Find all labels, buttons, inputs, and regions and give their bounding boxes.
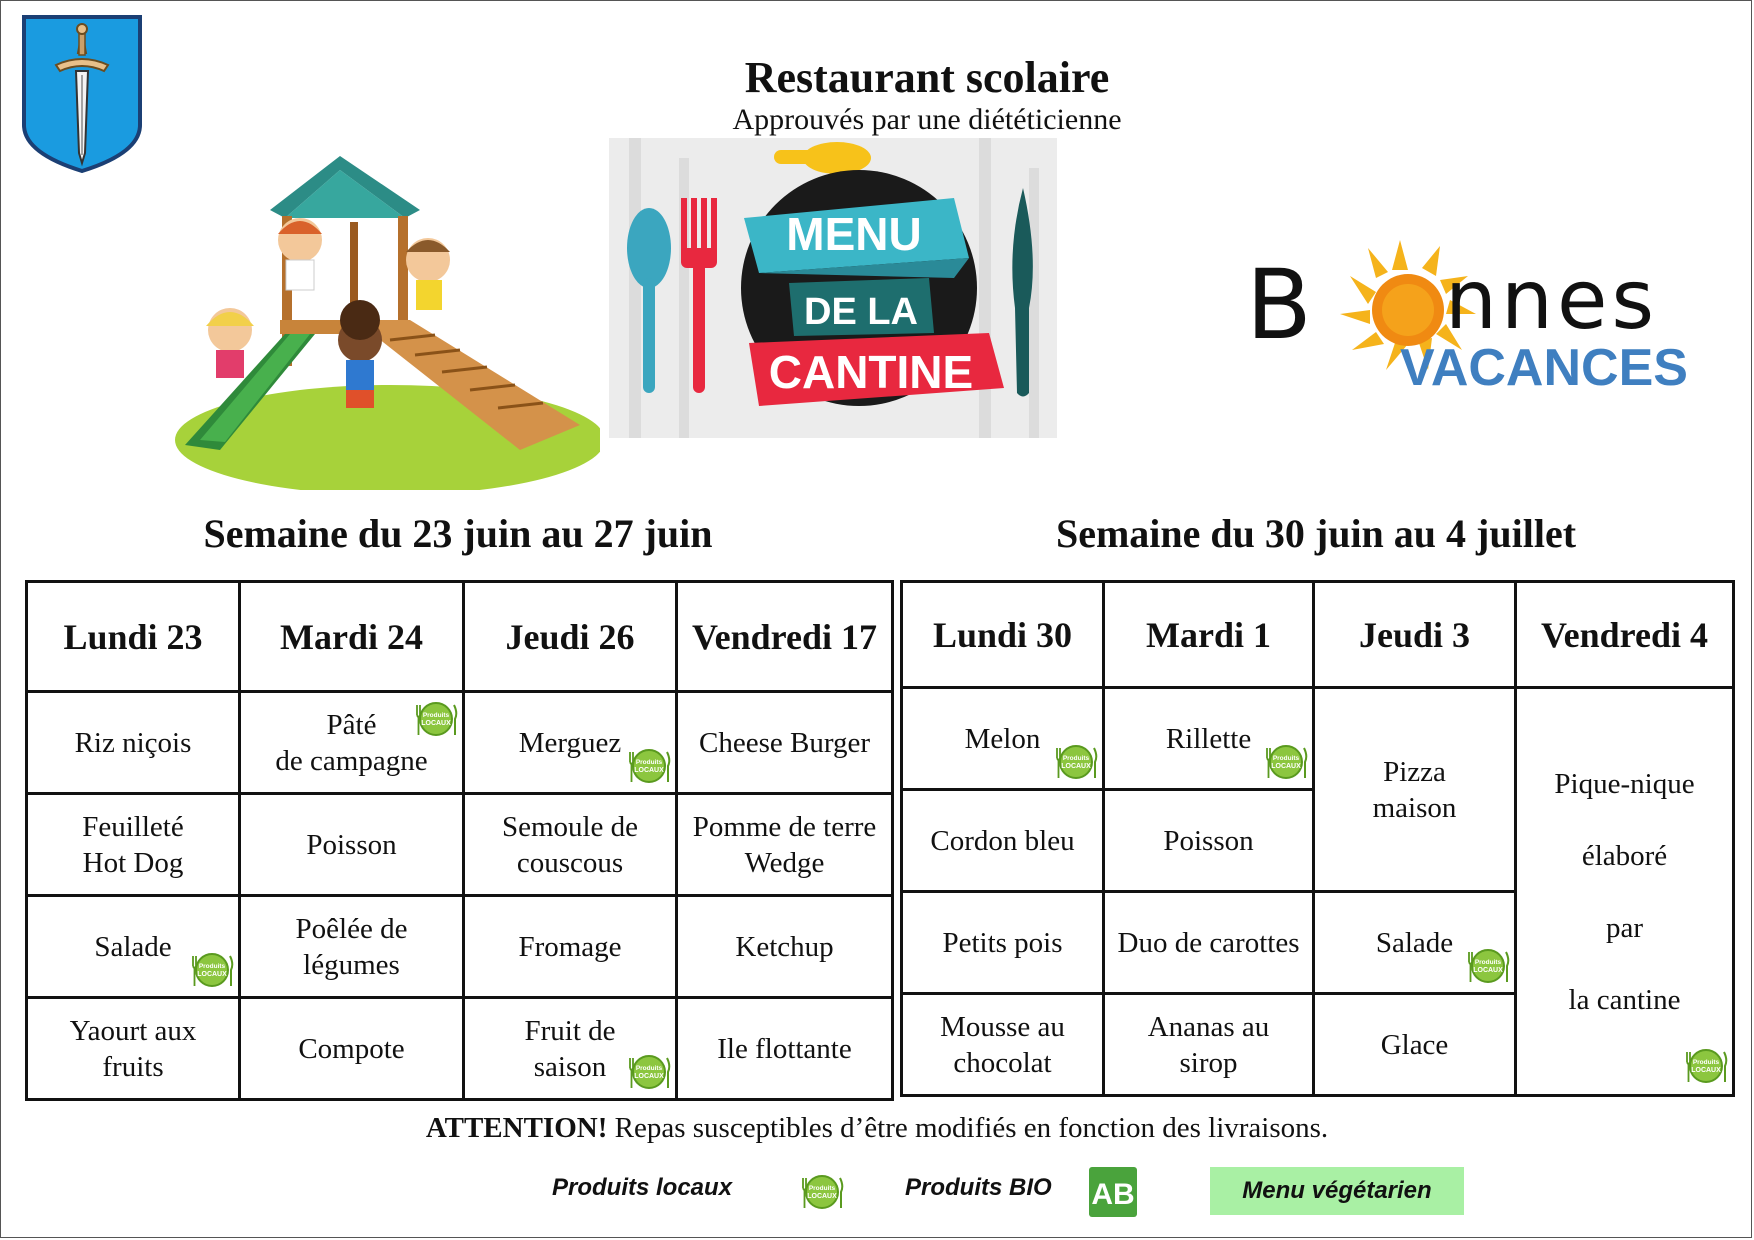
attention-text: Repas susceptibles d’être modifiés en fonction des livraisons.	[607, 1112, 1329, 1144]
badge-label: LOCAUX	[634, 767, 664, 774]
badge-knife	[667, 752, 669, 782]
menu-item	[902, 688, 1104, 790]
badge-plate	[633, 750, 665, 782]
badge-label: LOCAUX	[634, 1073, 664, 1080]
legend-bio-label: Produits BIO	[905, 1174, 1052, 1201]
badge-knife	[1094, 748, 1096, 778]
badge-plate	[633, 1056, 665, 1088]
week2-day-2: Mardi 1	[1104, 582, 1314, 688]
attention-label: ATTENTION!	[425, 1112, 608, 1144]
badge-label: LOCAUX	[1473, 967, 1503, 974]
cantine-logo-line2: DE LA	[804, 291, 918, 333]
badge-label: Produits	[635, 759, 663, 766]
menu-item: Semoule de couscous	[464, 794, 677, 896]
local-products-badge-graphic	[800, 1170, 844, 1214]
menu-item: Fromage	[464, 896, 677, 998]
menu-item: Ile flottante	[677, 998, 893, 1100]
menu-item: Ketchup	[677, 896, 893, 998]
page-subtitle: Approuvés par une diététicienne	[732, 103, 1122, 136]
local-products-badge-graphic	[190, 948, 234, 992]
week1-day-1: Lundi 23	[27, 582, 240, 692]
badge-label: LOCAUX	[197, 971, 227, 978]
local-products-badge-graphic	[414, 697, 458, 741]
week1-menu-table	[25, 580, 894, 1101]
week2-day-1: Lundi 30	[902, 582, 1104, 688]
badge-plate	[1060, 746, 1092, 778]
badge-label: LOCAUX	[421, 720, 451, 727]
menu-item-text: Fruit de saison	[524, 1014, 616, 1083]
local-products-badge-graphic	[1264, 740, 1308, 784]
badge-label: Produits	[808, 1185, 836, 1192]
badge-label: LOCAUX	[1061, 763, 1091, 770]
menu-item-text: Rillette	[1165, 722, 1252, 755]
week1-row-main	[27, 794, 893, 896]
local-products-icon	[1264, 740, 1308, 784]
local-products-badge-graphic	[1054, 740, 1098, 784]
week1-day-2: Mardi 24	[240, 582, 464, 692]
local-products-badge-graphic	[1466, 944, 1510, 988]
badge-label: Produits	[1692, 1059, 1720, 1066]
playground-illustration	[160, 150, 600, 490]
menu-item: Cheese Burger	[677, 692, 893, 794]
menu-item: Cordon bleu	[902, 790, 1104, 892]
local-products-icon	[1054, 740, 1098, 784]
badge-plate	[196, 954, 228, 986]
menu-item: Poêlée de légumes	[240, 896, 464, 998]
menu-item: Ananas au sirop	[1104, 994, 1314, 1096]
badge-label: LOCAUX	[1691, 1067, 1721, 1074]
menu-item	[27, 896, 240, 998]
badge-knife	[667, 1058, 669, 1088]
local-products-icon	[1466, 944, 1510, 988]
week2-menu-table	[900, 580, 1735, 1097]
local-products-badge-graphic	[1684, 1044, 1728, 1088]
page-title: Restaurant scolaire	[744, 53, 1110, 102]
week2-day-4: Vendredi 4	[1516, 582, 1734, 688]
badge-label: Produits	[1474, 959, 1502, 966]
menu-item: Pomme de terre Wedge	[677, 794, 893, 896]
menu-item	[240, 692, 464, 794]
legend-vegetarian	[1210, 1167, 1464, 1215]
badge-knife	[1724, 1052, 1726, 1082]
menu-item	[1104, 688, 1314, 790]
menu-item: Mousse au chocolat	[902, 994, 1104, 1096]
badge-label: Produits	[422, 712, 450, 719]
cantine-logo-line1: MENU	[786, 208, 922, 260]
menu-item: Poisson	[1104, 790, 1314, 892]
badge-plate	[420, 703, 452, 735]
menu-item: Poisson	[240, 794, 464, 896]
menu-item-text: Melon	[964, 722, 1041, 755]
badge-label: Produits	[1272, 755, 1300, 762]
local-products-icon	[190, 948, 234, 992]
badge-knife	[1304, 748, 1306, 778]
legend-local-label: Produits locaux	[552, 1174, 733, 1201]
badge-plate	[1472, 950, 1504, 982]
vacances-text: VACANCES	[1400, 339, 1688, 397]
local-products-badge-graphic	[627, 744, 671, 788]
week1-header-row	[27, 582, 893, 692]
menu-item: Yaourt aux fruits	[27, 998, 240, 1100]
bio-ab-icon	[1088, 1166, 1138, 1218]
week2-row-starter	[902, 688, 1734, 790]
menu-item	[1516, 688, 1734, 1096]
bio-ab-text: AB	[1091, 1178, 1135, 1211]
attention-notice	[0, 1112, 1754, 1145]
menu-item-text: Salade	[1375, 926, 1454, 959]
badge-label: LOCAUX	[1271, 763, 1301, 770]
menu-item	[1314, 892, 1516, 994]
badge-knife	[1506, 952, 1508, 982]
menu-item	[464, 692, 677, 794]
local-products-icon	[414, 697, 458, 741]
menu-item: Pizza maison	[1314, 688, 1516, 892]
menu-item-text: Salade	[94, 930, 172, 963]
bonnes-vacances-logo	[1240, 210, 1700, 400]
badge-knife	[230, 956, 232, 986]
menu-item: Riz niçois	[27, 692, 240, 794]
menu-item: Glace	[1314, 994, 1516, 1096]
week1-title: Semaine du 23 juin au 27 juin	[203, 511, 713, 556]
week2-day-3: Jeudi 3	[1314, 582, 1516, 688]
badge-plate	[1270, 746, 1302, 778]
badge-label: Produits	[635, 1065, 663, 1072]
local-products-icon	[800, 1170, 844, 1214]
menu-item: Petits pois	[902, 892, 1104, 994]
bonnes-letter-b: B	[1246, 249, 1312, 361]
menu-item-text: Merguez	[518, 726, 622, 759]
menu-item-text: Pique-nique élaboré par la cantine	[1554, 767, 1695, 1016]
local-products-icon	[627, 1050, 671, 1094]
week1-row-dessert	[27, 998, 893, 1100]
week1-row-side	[27, 896, 893, 998]
local-products-icon	[1684, 1044, 1728, 1088]
badge-knife	[454, 705, 456, 735]
menu-item: Compote	[240, 998, 464, 1100]
badge-label: LOCAUX	[807, 1193, 837, 1200]
menu-item: Feuilleté Hot Dog	[27, 794, 240, 896]
badge-plate	[1690, 1050, 1722, 1082]
cantine-logo	[609, 138, 1057, 438]
bonnes-letters: nnes	[1445, 253, 1659, 348]
week2-header-row	[902, 582, 1734, 688]
menu-item: Duo de carottes	[1104, 892, 1314, 994]
legend-vegetarian-label: Menu végétarien	[1242, 1177, 1432, 1204]
menu-item	[464, 998, 677, 1100]
badge-label: Produits	[198, 963, 226, 970]
week2-title: Semaine du 30 juin au 4 juillet	[1055, 511, 1577, 556]
local-products-badge-graphic	[627, 1050, 671, 1094]
week1-row-starter	[27, 692, 893, 794]
week1-day-3: Jeudi 26	[464, 582, 677, 692]
local-products-icon	[627, 744, 671, 788]
badge-plate	[806, 1176, 838, 1208]
week1-day-4: Vendredi 17	[677, 582, 893, 692]
menu-item-text: Pâté de campagne	[275, 708, 428, 777]
badge-knife	[840, 1178, 842, 1208]
badge-label: Produits	[1062, 755, 1090, 762]
cantine-logo-line3: CANTINE	[768, 346, 974, 398]
